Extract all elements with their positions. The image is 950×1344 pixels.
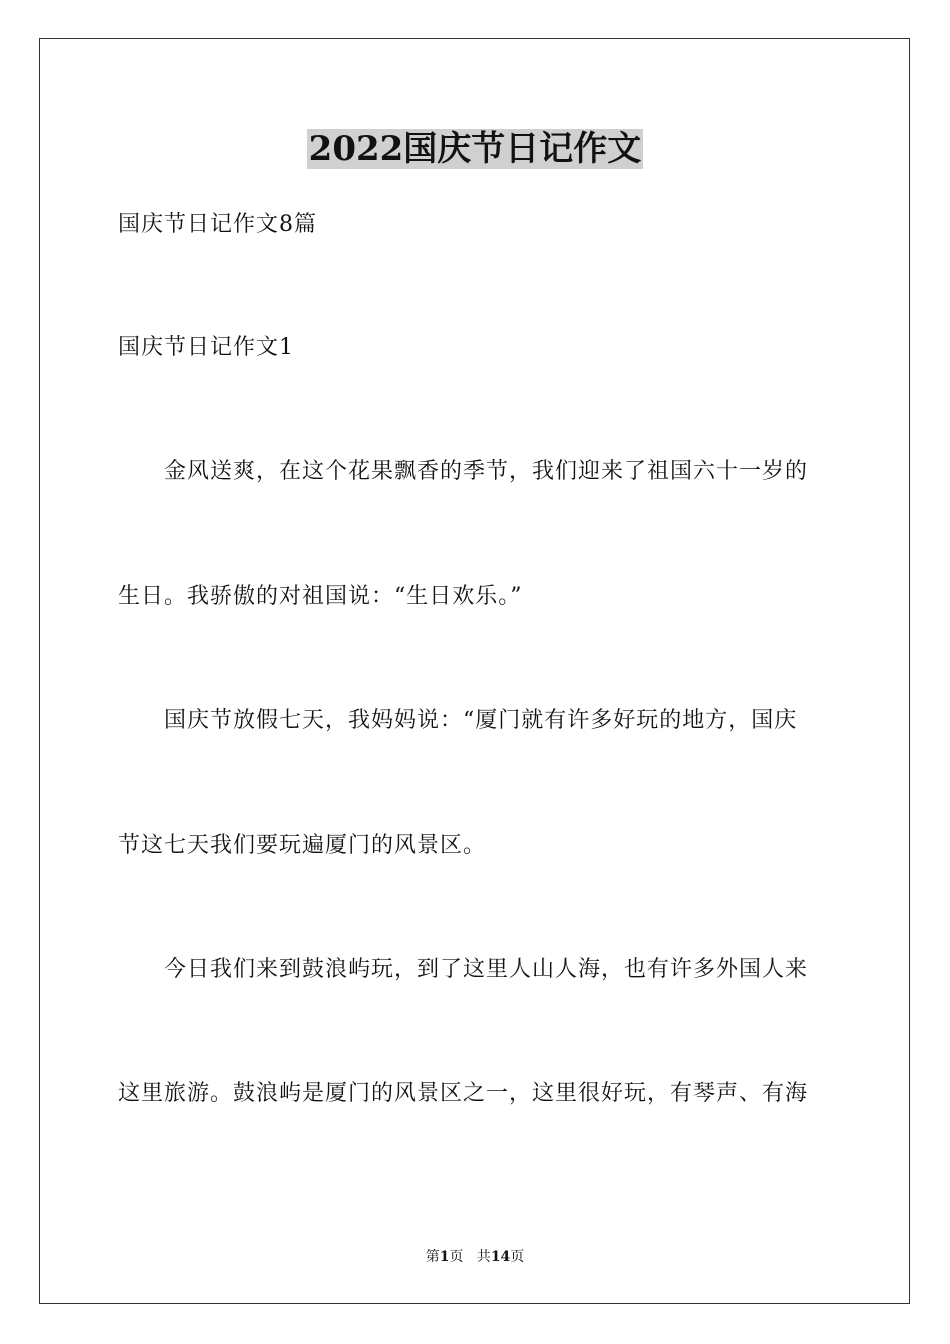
page-footer — [0, 1247, 950, 1267]
footer-total-pages: 14 — [490, 1249, 511, 1265]
subtitle-line: 国庆节日记作文8篇 — [118, 212, 317, 237]
paragraph-line: 节这七天我们要玩遍厦门的风景区。 — [118, 833, 487, 858]
paragraph-line: 金风送爽，在这个花果飘香的季节，我们迎来了祖国六十一岁的 — [164, 459, 809, 484]
paragraph-line: 国庆节放假七天，我妈妈说：“厦门就有许多好玩的地方，国庆 — [164, 708, 798, 733]
footer-page-suffix: 页 共 — [449, 1249, 491, 1265]
paragraph-line: 生日。我骄傲的对祖国说：“生日欢乐。” — [118, 584, 523, 609]
document-title-text: 2022国庆节日记作文 — [308, 129, 642, 169]
footer-total-suffix: 页 — [510, 1249, 525, 1265]
paragraph-line: 这里旅游。鼓浪屿是厦门的风景区之一，这里很好玩，有琴声、有海 — [118, 1081, 809, 1106]
footer-page-number: 1 — [439, 1249, 450, 1265]
footer-page-prefix: 第 — [425, 1249, 440, 1265]
document-title — [0, 126, 950, 172]
paragraph-line: 今日我们来到鼓浪屿玩，到了这里人山人海，也有许多外国人来 — [164, 957, 809, 982]
section-heading: 国庆节日记作文1 — [118, 335, 294, 360]
